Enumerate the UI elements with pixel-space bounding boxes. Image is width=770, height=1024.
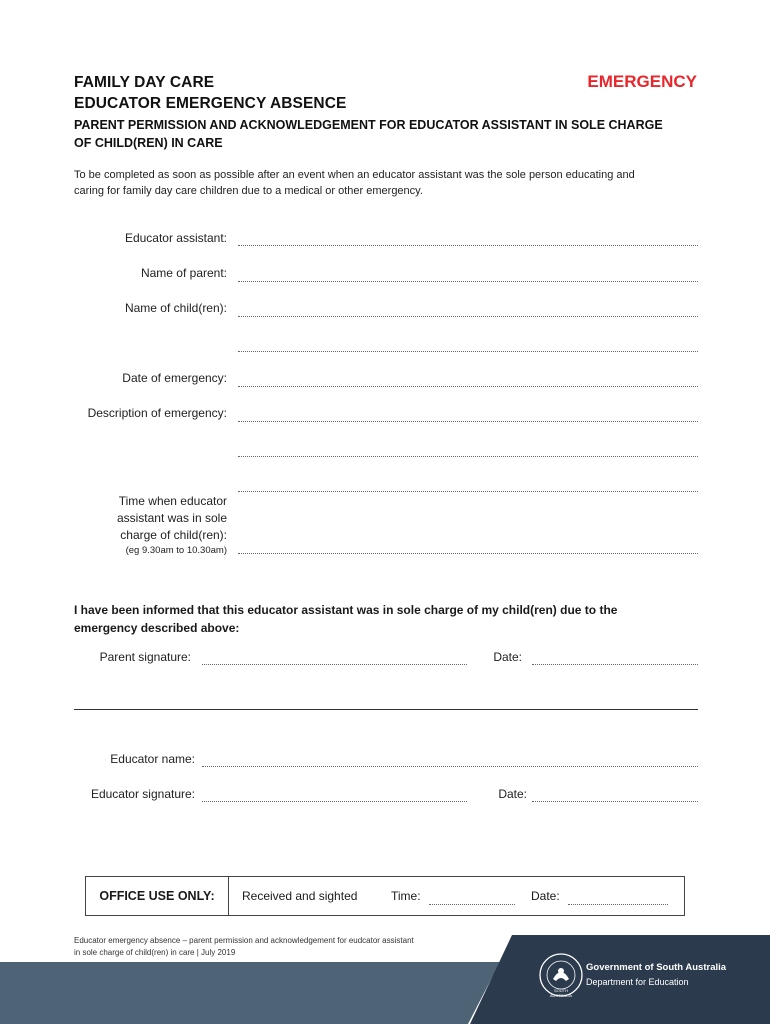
- office-use-title-cell: [86, 877, 229, 915]
- name-of-parent-label: Name of parent:: [140, 266, 227, 280]
- name-of-children-label: Name of child(ren):: [124, 301, 227, 315]
- description-field-1[interactable]: [238, 421, 698, 422]
- educator-assistant-label: Educator assistant:: [124, 231, 227, 245]
- received-sighted-text: Received and sighted: [242, 889, 358, 903]
- time-in-charge-field[interactable]: [238, 553, 698, 554]
- educator-date-field[interactable]: [532, 801, 698, 802]
- office-time-field[interactable]: [429, 904, 515, 905]
- date-of-emergency-label: Date of emergency:: [122, 371, 227, 385]
- educator-name-label: Educator name:: [110, 752, 195, 766]
- educator-signature-label: Educator signature:: [90, 787, 195, 801]
- emergency-tag: EMERGENCY: [587, 72, 697, 91]
- parent-date-field[interactable]: [532, 664, 698, 665]
- footer-line-2: in sole charge of child(ren) in care | July 2019: [74, 948, 236, 957]
- time-label-line-1: Time when educator: [118, 494, 227, 508]
- educator-assistant-field[interactable]: [238, 245, 698, 246]
- subtitle-line-1: PARENT PERMISSION AND ACKNOWLEDGEMENT FOR EDUCATOR ASSISTANT IN SOLE CHARGE: [74, 118, 663, 132]
- ack-line-1: I have been informed that this educator assistant was in sole charge of my child(ren) due to the: [74, 603, 618, 617]
- educator-name-field[interactable]: [202, 766, 698, 767]
- dept-name: Department for Education: [586, 977, 689, 987]
- footer-line-1: Educator emergency absence – parent permission and acknowledgement for eudcator assistant: [74, 936, 414, 945]
- footer-band-slate: [0, 962, 500, 1024]
- header-line-1: FAMILY DAY CARE: [74, 74, 215, 91]
- office-use-title: OFFICE USE ONLY:: [99, 889, 215, 903]
- description-field-3[interactable]: [238, 491, 698, 492]
- description-of-emergency-label: Description of emergency:: [87, 406, 227, 420]
- crest-text: SOUTH AUSTRALIA: [549, 988, 573, 998]
- subtitle-line-2: OF CHILD(REN) IN CARE: [74, 136, 223, 150]
- educator-signature-field[interactable]: [202, 801, 467, 802]
- time-example: (eg 9.30am to 10.30am): [125, 545, 227, 556]
- description-field-2[interactable]: [238, 456, 698, 457]
- gov-name: Government of South Australia: [586, 962, 727, 973]
- office-date-field[interactable]: [568, 904, 668, 905]
- section-divider: [74, 709, 698, 710]
- educator-date-label: Date:: [498, 787, 527, 801]
- parent-signature-field[interactable]: [202, 664, 467, 665]
- time-label-line-2: assistant was in sole: [116, 511, 227, 525]
- intro-line-2: caring for family day care children due to a medical or other emergency.: [74, 185, 423, 197]
- office-time-label: Time:: [391, 889, 421, 903]
- date-of-emergency-field[interactable]: [238, 386, 698, 387]
- intro-line-1: To be completed as soon as possible after an event when an educator assistant was the sole person educating and: [74, 169, 635, 181]
- name-of-children-field[interactable]: [238, 316, 698, 317]
- parent-date-label: Date:: [493, 650, 522, 664]
- name-of-parent-field[interactable]: [238, 281, 698, 282]
- parent-signature-label: Parent signature:: [99, 650, 191, 664]
- time-in-charge-label: [40, 493, 227, 558]
- header-line-2: EDUCATOR EMERGENCY ABSENCE: [74, 95, 347, 112]
- name-of-children-field-2[interactable]: [238, 351, 698, 352]
- office-use-box: [85, 876, 685, 916]
- time-label-line-3: charge of child(ren):: [120, 528, 227, 542]
- ack-line-2: emergency described above:: [74, 621, 240, 635]
- office-date-label: Date:: [531, 889, 560, 903]
